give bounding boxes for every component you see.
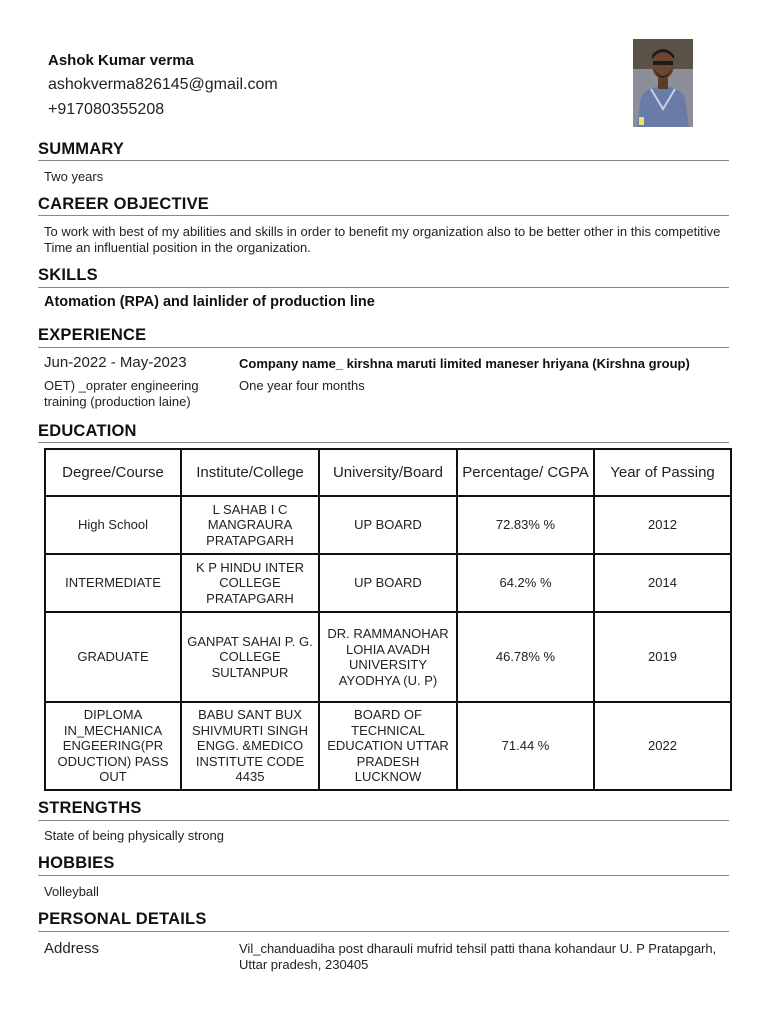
table-row (45, 612, 731, 702)
university-cell: BOARD OF TECHNICAL EDUCATION UTTAR PRADESH LUCKNOW (319, 702, 457, 790)
profile-photo (633, 39, 693, 127)
address-value: Vil_chanduadiha post dharauli mufrid tehsil patti thana kohandaur U. P Pratapgarh, Uttar pradesh, 230405 (239, 941, 717, 972)
institute-cell: BABU SANT BUX SHIVMURTI SINGH ENGG. &MEDICO INSTITUTE CODE 4435 (181, 702, 319, 790)
percentage-cell: 46.78% % (457, 612, 594, 702)
hobbies-heading: HOBBIES (38, 854, 115, 872)
university-cell: DR. RAMMANOHAR LOHIA AVADH UNIVERSITY AYODHYA (U. P) (319, 612, 457, 702)
education-table (44, 448, 732, 791)
university-cell: UP BOARD (319, 496, 457, 554)
percentage-cell: 64.2% % (457, 554, 594, 612)
university-cell: UP BOARD (319, 554, 457, 612)
skill-item: Atomation (RPA) and lainlider of production line (44, 294, 375, 310)
header-year: Year of Passing (594, 449, 731, 496)
skills-divider (38, 287, 729, 288)
candidate-name: Ashok Kumar verma (48, 52, 194, 69)
strengths-divider (38, 820, 729, 821)
education-heading: EDUCATION (38, 422, 137, 440)
address-label: Address (44, 940, 100, 957)
degree-cell: DIPLOMA IN_MECHANICA ENGEERING(PR ODUCTION) PASS OUT (45, 702, 181, 790)
header-percentage: Percentage/ CGPA (457, 449, 594, 496)
experience-role: OET) _oprater engineering training (production laine) (44, 378, 199, 409)
header-institute: Institute/College (181, 449, 319, 496)
experience-duration: One year four months (239, 378, 365, 393)
summary-text: Two years (44, 169, 104, 184)
percentage-cell: 71.44 % (457, 702, 594, 790)
year-cell: 2014 (594, 554, 731, 612)
institute-cell: K P HINDU INTER COLLEGE PRATAPGARH (181, 554, 319, 612)
table-row (45, 702, 731, 790)
career-objective-heading: CAREER OBJECTIVE (38, 195, 209, 213)
hobbies-text: Volleyball (44, 884, 99, 899)
strengths-text: State of being physically strong (44, 828, 224, 843)
header-degree: Degree/Course (45, 449, 181, 496)
header-university: University/Board (319, 449, 457, 496)
phone-text: +917080355208 (48, 101, 165, 118)
experience-dates: Jun-2022 - May-2023 (44, 354, 187, 371)
career-objective-text: To work with best of my abilities and skills in order to benefit my organization also to be better other in this competitive Time an influential position in the organization. (44, 224, 721, 255)
summary-heading: SUMMARY (38, 140, 125, 158)
education-table-header (45, 449, 731, 496)
person-photo-icon (633, 39, 693, 127)
degree-cell: INTERMEDIATE (45, 554, 181, 612)
contact-header (48, 50, 278, 122)
strengths-heading: STRENGTHS (38, 799, 142, 817)
percentage-cell: 72.83% % (457, 496, 594, 554)
experience-divider (38, 347, 729, 348)
career-objective-divider (38, 215, 729, 216)
year-cell: 2022 (594, 702, 731, 790)
personal-details-heading: PERSONAL DETAILS (38, 910, 207, 928)
email-text: ashokverma826145@gmail.com (48, 76, 278, 93)
degree-cell: GRADUATE (45, 612, 181, 702)
year-cell: 2019 (594, 612, 731, 702)
institute-cell: L SAHAB I C MANGRAURA PRATAPGARH (181, 496, 319, 554)
experience-company: Company name_ kirshna maruti limited maneser hriyana (Kirshna group) (239, 356, 690, 371)
summary-divider (38, 160, 729, 161)
degree-cell: High School (45, 496, 181, 554)
hobbies-divider (38, 875, 729, 876)
skills-heading: SKILLS (38, 266, 98, 284)
personal-details-divider (38, 931, 729, 932)
experience-heading: EXPERIENCE (38, 326, 147, 344)
institute-cell: GANPAT SAHAI P. G. COLLEGE SULTANPUR (181, 612, 319, 702)
year-cell: 2012 (594, 496, 731, 554)
education-divider (38, 442, 729, 443)
table-row (45, 496, 731, 554)
table-row (45, 554, 731, 612)
